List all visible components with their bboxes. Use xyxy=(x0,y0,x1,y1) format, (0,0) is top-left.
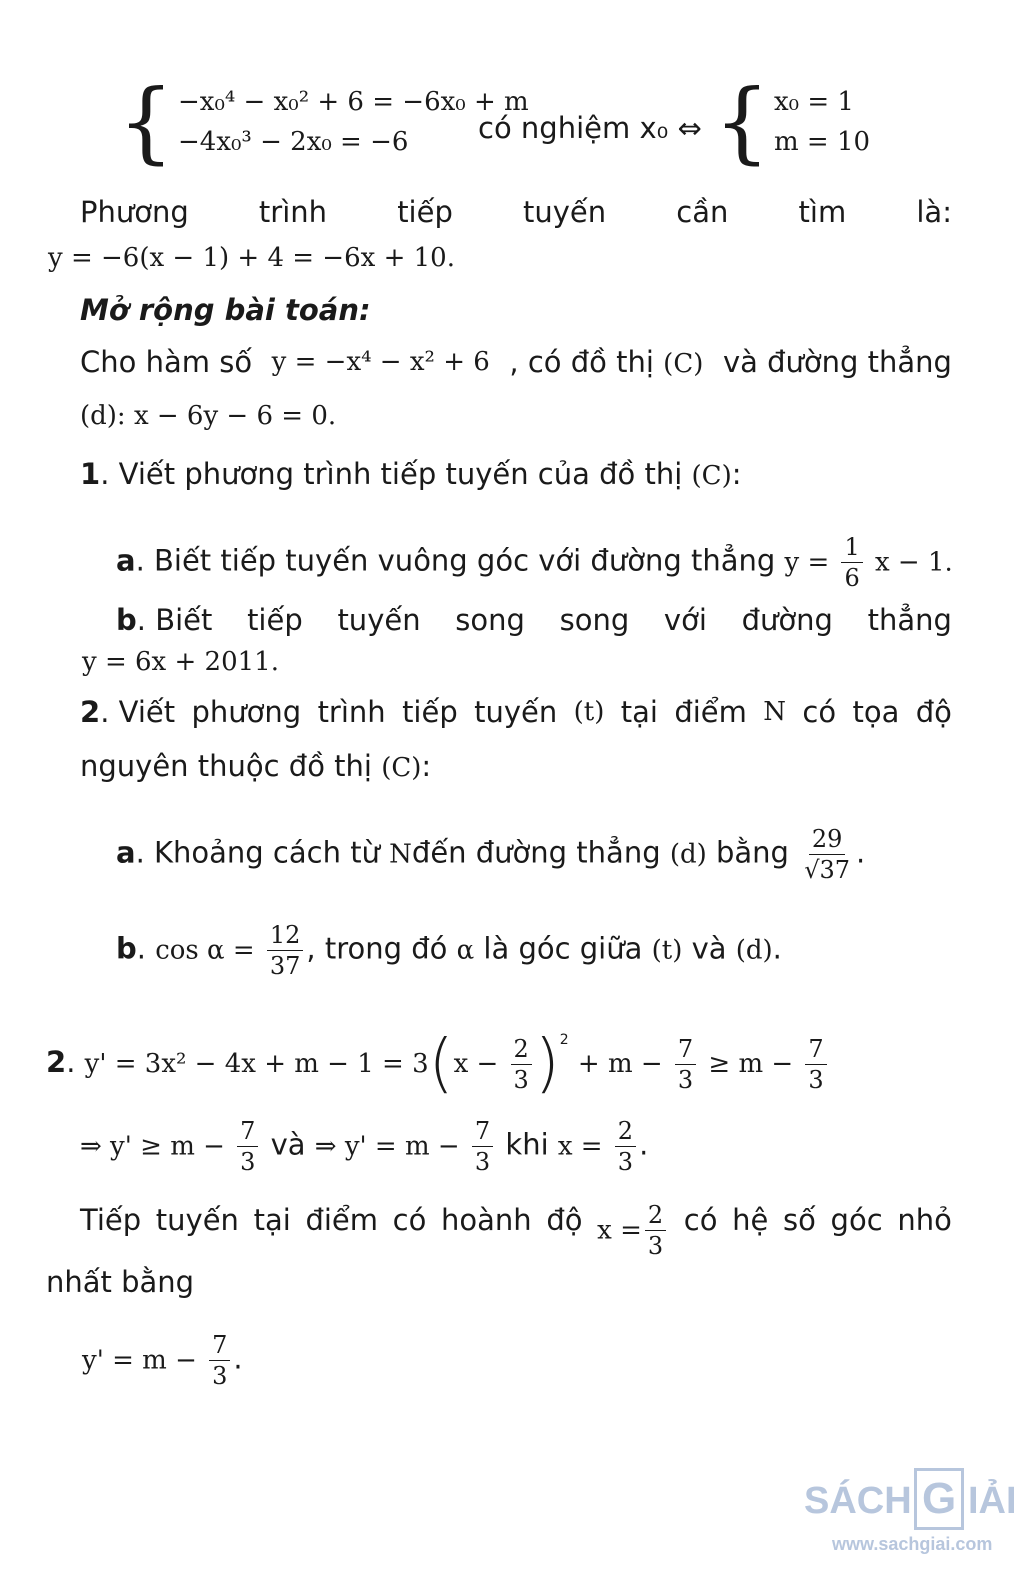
watermark-url: www.sachgiai.com xyxy=(832,1534,993,1554)
solution-2-line3: Tiếp tuyến tại điểm có hoành độ x = $\frac{2}{3}$ có hệ số góc nhỏ xyxy=(80,1201,952,1260)
left-brace: { xyxy=(118,70,174,173)
question-2: 2. Viết phương trình tiếp tuyến (t) tại điểm N có tọa độ xyxy=(80,695,952,729)
fraction: $\frac{29}{√37}$ xyxy=(804,825,851,884)
fraction: $\frac{2}{3}$ xyxy=(645,1200,666,1261)
question-1b-equation: y = 6x + 2011. xyxy=(82,647,279,677)
watermark-brand-left: SÁCH xyxy=(804,1480,912,1522)
problem-statement: Cho hàm số y = −x⁴ − x² + 6 , có đồ thị (C) và đường thẳng xyxy=(80,345,952,379)
question-2a: a. Khoảng cách từ Nđến đường thẳng (d) bằng $\frac{29}{√37}$ . xyxy=(116,825,866,884)
question-2b: b. cos α = $\frac{12}{37}$ , trong đó α là góc giữa (t) và (d). xyxy=(116,921,782,980)
tangent-equation: y = −6(x − 1) + 4 = −6x + 10. xyxy=(48,243,455,273)
system-row-2: −4x₀³ − 2x₀ = −6 xyxy=(178,127,409,157)
fraction: $\frac{7}{3}$ xyxy=(209,1330,230,1391)
fraction: $\frac{1}{6}$ xyxy=(841,532,862,593)
extension-heading: Mở rộng bài toán: xyxy=(80,293,371,327)
equation-system-2 xyxy=(714,70,871,173)
line-d-equation: (d): x − 6y − 6 = 0. xyxy=(80,401,337,431)
fraction: $\frac{7}{3}$ xyxy=(805,1034,826,1095)
solution-2-line1: 2. y' = 3x² − 4x + m − 1 = 3(x − $\frac{2}{3}$ )$^2$ + m − $\frac{7}{3}$ ≥ m − $\frac{7}{3}$ xyxy=(46,1020,830,1095)
watermark-brand-right: IẢI xyxy=(968,1480,1017,1522)
solution-2-line4: nhất bằng xyxy=(46,1265,195,1299)
question-1: 1. Viết phương trình tiếp tuyến của đồ thị (C): xyxy=(80,457,742,491)
question-1a: a. Biết tiếp tuyến vuông góc với đường thẳng y = $\frac{1}{6}$ x − 1. xyxy=(116,533,953,592)
fraction: $\frac{2}{3}$ xyxy=(511,1034,532,1095)
system-solution-1: x₀ = 1 xyxy=(774,87,854,117)
solution-2-line5: y' = m − $\frac{7}{3}$ . xyxy=(82,1331,243,1390)
question-1b: b. Biết tiếp tuyến song song với đường thẳng xyxy=(116,603,952,637)
solution-2-line2: ⇒ y' ≥ m − $\frac{7}{3}$ và ⇒ y' = m − $\frac{7}{3}$ khi x = $\frac{2}{3}$ . xyxy=(80,1117,649,1176)
sachgiai-watermark xyxy=(800,1458,1017,1558)
right-brace: { xyxy=(714,70,770,173)
fraction: $\frac{7}{3}$ xyxy=(237,1116,258,1177)
fraction: $\frac{12}{37}$ xyxy=(267,920,304,981)
equation-system-1 xyxy=(118,70,529,173)
system-connector: có nghiệm x₀ ⇔ xyxy=(478,111,702,145)
fraction: $\frac{2}{3}$ xyxy=(615,1116,636,1177)
question-2-line2: nguyên thuộc đồ thị (C): xyxy=(80,749,432,783)
system-solution-2: m = 10 xyxy=(774,127,871,157)
system-row-1: −x₀⁴ − x₀² + 6 = −6x₀ + m xyxy=(178,87,529,117)
tangent-intro: Phương trình tiếp tuyến cần tìm là: xyxy=(80,195,952,229)
fraction: $\frac{7}{3}$ xyxy=(472,1116,493,1177)
watermark-brand-box: G xyxy=(922,1474,957,1523)
fraction: $\frac{7}{3}$ xyxy=(675,1034,696,1095)
